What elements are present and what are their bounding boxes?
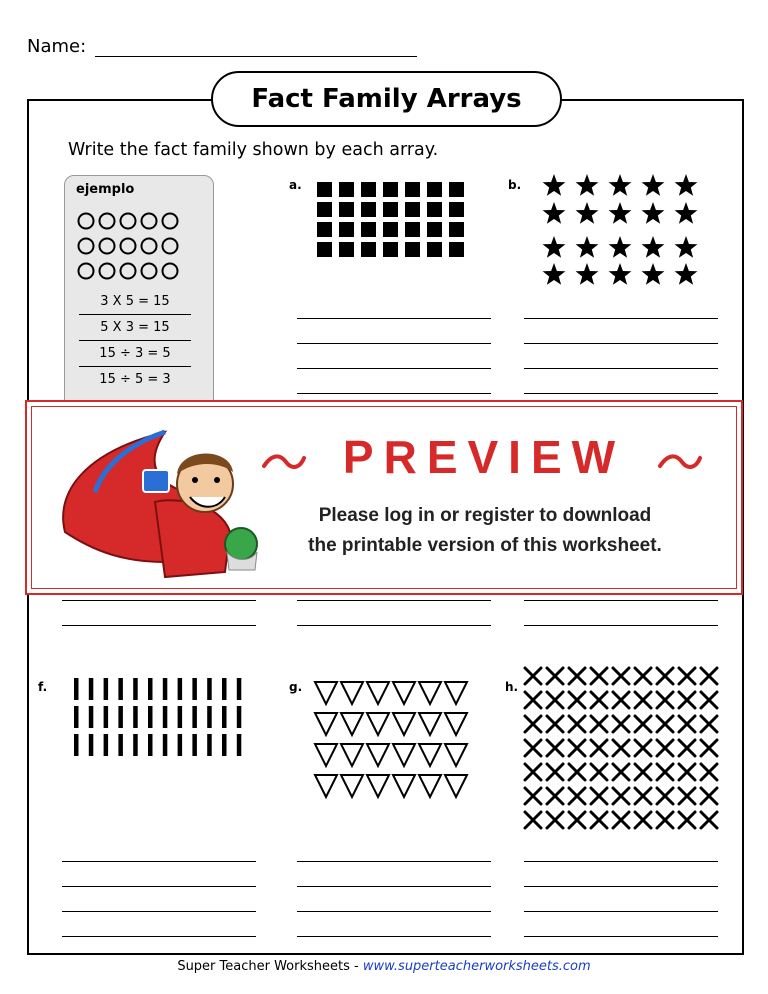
triangle-mark <box>419 775 441 797</box>
triangle-mark <box>315 775 337 797</box>
bar-mark <box>74 706 79 728</box>
triangle-mark <box>367 775 389 797</box>
triangle-mark <box>419 713 441 735</box>
bar-mark <box>133 734 138 756</box>
answer-line[interactable] <box>297 886 491 887</box>
answer-line[interactable] <box>62 886 256 887</box>
square-mark <box>383 182 398 197</box>
square-mark <box>383 222 398 237</box>
square-mark <box>383 242 398 257</box>
page-title: Fact Family Arrays <box>211 71 562 127</box>
problem-b-star-array <box>540 172 705 290</box>
example-equation-2: 5 X 3 = 15 <box>100 320 170 335</box>
footer-url[interactable]: www.superteacherworksheets.com <box>362 959 591 974</box>
triangle-mark <box>341 775 363 797</box>
bar-mark <box>237 734 242 756</box>
square-mark <box>449 182 464 197</box>
footer-brand: Super Teacher Worksheets - <box>177 959 363 974</box>
problem-h-x-array <box>521 664 726 839</box>
problem-a-square-array <box>315 180 475 264</box>
bar-mark <box>118 734 123 756</box>
answer-line[interactable] <box>524 625 718 626</box>
answer-line[interactable] <box>297 318 491 319</box>
star-mark <box>543 174 566 196</box>
star-mark <box>576 236 599 258</box>
square-mark <box>449 202 464 217</box>
square-mark <box>427 202 442 217</box>
example-equation-3: 15 ÷ 3 = 5 <box>99 346 171 361</box>
answer-line[interactable] <box>297 911 491 912</box>
triangle-mark <box>445 682 467 704</box>
bar-mark <box>74 734 79 756</box>
triangle-mark <box>393 775 415 797</box>
star-mark <box>576 263 599 285</box>
bar-mark <box>118 706 123 728</box>
bar-mark <box>237 678 242 700</box>
answer-line[interactable] <box>524 886 718 887</box>
square-mark <box>405 222 420 237</box>
triangle-mark <box>419 744 441 766</box>
answer-line[interactable] <box>524 911 718 912</box>
bar-mark <box>163 734 168 756</box>
bar-mark <box>207 678 212 700</box>
square-mark <box>317 222 332 237</box>
triangle-mark <box>393 744 415 766</box>
bar-mark <box>148 706 153 728</box>
star-mark <box>642 202 665 224</box>
bar-mark <box>133 678 138 700</box>
star-mark <box>609 263 632 285</box>
square-mark <box>339 202 354 217</box>
star-mark <box>543 236 566 258</box>
star-mark <box>609 202 632 224</box>
preview-message-line-2: the printable version of this worksheet. <box>308 535 662 556</box>
answer-line[interactable] <box>62 911 256 912</box>
answer-line[interactable] <box>62 600 256 601</box>
bar-mark <box>133 706 138 728</box>
square-mark <box>449 242 464 257</box>
star-mark <box>675 236 698 258</box>
instructions: Write the fact family shown by each array. <box>68 140 439 160</box>
triangle-mark <box>393 713 415 735</box>
bar-mark <box>178 706 183 728</box>
star-mark <box>675 174 698 196</box>
square-mark <box>317 182 332 197</box>
answer-line[interactable] <box>297 600 491 601</box>
name-label: Name: <box>27 36 87 57</box>
triangle-mark <box>445 775 467 797</box>
bar-mark <box>192 706 197 728</box>
star-mark <box>642 174 665 196</box>
problem-g-triangle-array <box>312 676 477 806</box>
square-mark <box>361 222 376 237</box>
answer-line[interactable] <box>524 936 718 937</box>
preview-heading: PREVIEW <box>342 431 626 483</box>
bar-mark <box>222 734 227 756</box>
bar-mark <box>74 678 79 700</box>
problem-b-label: b. <box>508 178 522 192</box>
star-mark <box>609 236 632 258</box>
problem-f-bar-array <box>70 676 255 766</box>
superhero-mascot-icon <box>45 412 275 582</box>
bar-mark <box>104 678 109 700</box>
example-line <box>79 314 191 315</box>
answer-line[interactable] <box>297 625 491 626</box>
star-mark <box>576 202 599 224</box>
square-mark <box>427 182 442 197</box>
answer-line[interactable] <box>62 625 256 626</box>
bar-mark <box>192 678 197 700</box>
square-mark <box>405 182 420 197</box>
square-mark <box>405 242 420 257</box>
answer-line[interactable] <box>62 936 256 937</box>
bar-mark <box>237 706 242 728</box>
answer-line[interactable] <box>297 861 491 862</box>
bar-mark <box>89 678 94 700</box>
triangle-mark <box>315 713 337 735</box>
star-mark <box>642 263 665 285</box>
bar-mark <box>207 706 212 728</box>
bar-mark <box>178 678 183 700</box>
star-mark <box>642 236 665 258</box>
bar-mark <box>104 706 109 728</box>
problem-g-label: g. <box>289 680 303 694</box>
square-mark <box>427 242 442 257</box>
square-mark <box>427 222 442 237</box>
star-mark <box>576 174 599 196</box>
bar-mark <box>89 734 94 756</box>
triangle-mark <box>393 682 415 704</box>
bar-mark <box>192 734 197 756</box>
answer-line[interactable] <box>524 343 718 344</box>
square-mark <box>339 242 354 257</box>
answer-line[interactable] <box>297 343 491 344</box>
triangle-mark <box>419 682 441 704</box>
example-label: ejemplo <box>76 182 135 197</box>
answer-line[interactable] <box>524 393 718 394</box>
answer-line[interactable] <box>524 368 718 369</box>
bar-mark <box>148 734 153 756</box>
star-mark <box>609 174 632 196</box>
triangle-mark <box>341 744 363 766</box>
triangle-mark <box>367 744 389 766</box>
star-mark <box>543 202 566 224</box>
bar-mark <box>207 734 212 756</box>
problem-h-label: h. <box>505 680 519 694</box>
square-mark <box>383 202 398 217</box>
bar-mark <box>222 706 227 728</box>
square-mark <box>405 202 420 217</box>
problem-a-label: a. <box>289 178 302 192</box>
answer-line[interactable] <box>297 936 491 937</box>
square-mark <box>339 182 354 197</box>
answer-line[interactable] <box>297 393 491 394</box>
triangle-mark <box>445 713 467 735</box>
bar-mark <box>148 678 153 700</box>
square-mark <box>317 202 332 217</box>
answer-line[interactable] <box>524 600 718 601</box>
square-mark <box>339 222 354 237</box>
star-mark <box>675 263 698 285</box>
bar-mark <box>163 678 168 700</box>
star-mark <box>675 202 698 224</box>
triangle-mark <box>445 744 467 766</box>
triangle-mark <box>341 682 363 704</box>
triangle-mark <box>341 713 363 735</box>
square-mark <box>361 202 376 217</box>
example-line <box>79 366 191 367</box>
bar-mark <box>118 678 123 700</box>
bar-mark <box>178 734 183 756</box>
triangle-mark <box>367 713 389 735</box>
bar-mark <box>222 678 227 700</box>
tilde-right-icon <box>658 452 702 472</box>
answer-line[interactable] <box>524 318 718 319</box>
example-line <box>79 340 191 341</box>
footer <box>0 959 768 974</box>
square-mark <box>361 182 376 197</box>
triangle-mark <box>367 682 389 704</box>
problem-f-label: f. <box>38 680 48 694</box>
answer-line[interactable] <box>62 861 256 862</box>
bar-mark <box>163 706 168 728</box>
star-mark <box>543 263 566 285</box>
answer-line[interactable] <box>524 861 718 862</box>
example-equation-1: 3 X 5 = 15 <box>100 294 170 309</box>
bar-mark <box>89 706 94 728</box>
triangle-mark <box>315 744 337 766</box>
triangle-mark <box>315 682 337 704</box>
preview-message-line-1: Please log in or register to download <box>318 505 652 526</box>
example-circle-array <box>76 208 196 284</box>
example-equation-4: 15 ÷ 5 = 3 <box>99 372 171 387</box>
square-mark <box>449 222 464 237</box>
square-mark <box>361 242 376 257</box>
square-mark <box>317 242 332 257</box>
answer-line[interactable] <box>297 368 491 369</box>
name-line <box>95 56 417 57</box>
bar-mark <box>104 734 109 756</box>
